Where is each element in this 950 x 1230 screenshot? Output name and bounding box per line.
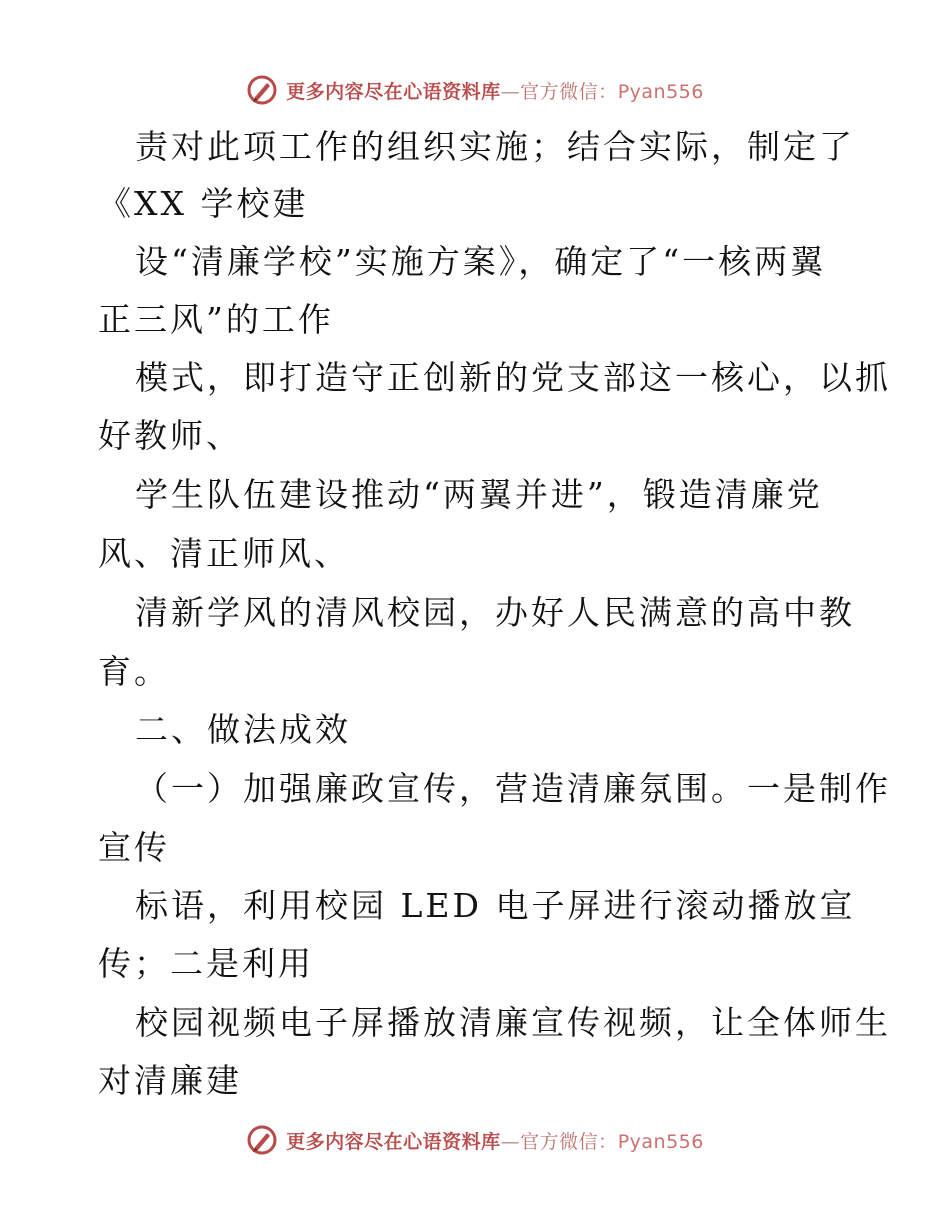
header-watermark [0,70,950,110]
paragraph-line: 标语，利用校园 LED 电子屏进行滚动播放宣 [135,886,856,925]
watermark-id: Pyan556 [617,80,704,103]
paragraph-line: 设“清廉学校”实施方案》，确定了“一核两翼 [135,242,827,281]
paragraph-line: 清新学风的清风校园，办好人民满意的高中教 [135,593,855,632]
pen-circle-logo-icon [246,1124,278,1156]
paragraph-line: 对清廉建 [98,1061,242,1100]
watermark-id: Pyan556 [617,1130,704,1153]
section-heading: 二、做法成效 [135,710,351,749]
paragraph-line: 模式，即打造守正创新的党支部这一核心，以抓 [135,358,891,397]
watermark-separator: — [500,1130,521,1153]
watermark-separator: — [500,80,521,103]
watermark-brand: 更多内容尽在心语资料库 [286,80,501,103]
paragraph-line: 风、清正师风、 [98,534,350,573]
paragraph-line: 育。 [98,652,170,691]
watermark-label: 官方微信： [520,1130,618,1153]
footer-watermark [0,1120,950,1160]
paragraph-line: 好教师、 [98,416,242,455]
paragraph-line: 《XX 学校建 [98,184,309,223]
paragraph-line: 传；二是利用 [98,944,314,983]
watermark-brand: 更多内容尽在心语资料库 [286,1130,501,1153]
watermark-label: 官方微信： [520,80,618,103]
paragraph-line: 正三风”的工作 [98,300,334,339]
paragraph-line: 责对此项工作的组织实施；结合实际，制定了 [135,127,855,166]
paragraph-line: 宣传 [98,828,170,867]
paragraph-line: 学生队伍建设推动“两翼并进”，锻造清廉党 [135,475,823,514]
paragraph-line: 校园视频电子屏播放清廉宣传视频，让全体师生 [135,1003,891,1042]
pen-circle-logo-icon [246,74,278,106]
paragraph-line: （一）加强廉政宣传，营造清廉氛围。一是制作 [135,769,891,808]
